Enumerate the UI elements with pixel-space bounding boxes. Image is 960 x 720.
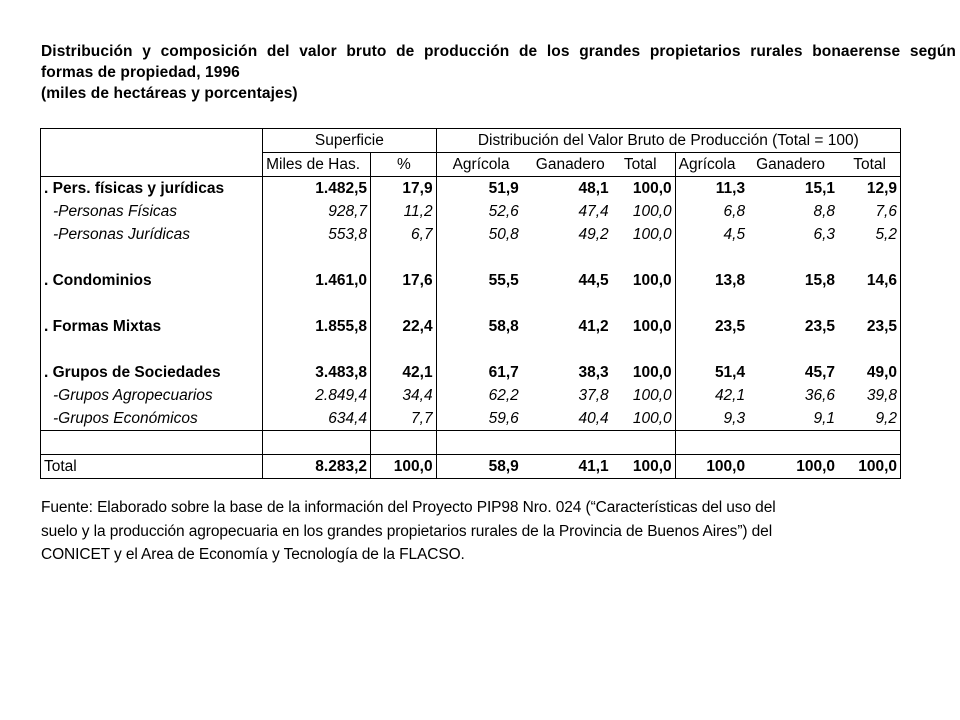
source-line-3: CONICET y el Area de Economía y Tecnología de la FLACSO. [41,546,465,563]
cell-total-pct: 100,0 [612,407,675,431]
row-label: . Formas Mixtas [41,315,263,338]
cell-agricola-share: 6,8 [723,202,746,220]
cell-total-pct: 100,0 [612,361,675,384]
cell-agricola-pct: 55,5 [488,271,519,289]
cell-agricola-share: 100,0 [675,455,748,479]
cell-agricola-pct: 50,8 [488,225,519,243]
table-row [41,407,901,431]
cell-ganadero-share: 9,1 [748,407,838,431]
cell-total-share: 100,0 [838,455,900,479]
cell-ganadero-share: 15,8 [804,271,836,289]
row-label: . Grupos de Sociedades [41,361,263,384]
cell-pct: 17,6 [371,269,437,292]
cell-miles-has: 8.283,2 [263,455,371,479]
header-pct: % [371,153,437,177]
cell-ganadero-share: 6,3 [813,225,836,243]
cell-pct: 17,9 [371,177,437,201]
cell-total-share: 12,9 [838,177,900,201]
cell-total-share: 9,2 [838,407,900,431]
header-agricola-2: Agrícola [675,153,748,177]
cell-agricola-share: 4,5 [723,225,746,243]
cell-miles-has: 3.483,8 [263,361,371,384]
row-label: . Pers. físicas y jurídicas [41,177,263,201]
cell-ganadero-pct: 41,2 [578,317,609,335]
table-row [41,269,901,292]
cell-miles-has: 634,4 [263,407,371,431]
cell-total-pct: 100,0 [612,384,675,407]
spacer-row [41,292,901,315]
title-subtitle-units: (miles de hectáreas y porcentajes) [41,85,298,102]
cell-pct: 34,4 [371,384,437,407]
cell-total-pct: 100,0 [612,223,675,246]
cell-total-share: 23,5 [838,315,900,338]
table-row [41,361,901,384]
cell-total-share: 49,0 [838,361,900,384]
cell-agricola-share: 9,3 [675,407,748,431]
cell-ganadero-pct: 38,3 [578,363,609,381]
header-total-2: Total [838,153,900,177]
cell-pct: 100,0 [371,455,437,479]
row-label: -Personas Jurídicas [41,223,263,246]
cell-ganadero-pct: 40,4 [522,407,612,431]
header-superficie: Superficie [263,129,436,153]
header-row-1 [41,129,901,153]
spacer-row [41,246,901,269]
cell-total-share: 39,8 [838,384,900,407]
cell-miles-has: 1.461,0 [263,269,371,292]
row-label: -Grupos Económicos [41,407,263,431]
cell-pct: 42,1 [371,361,437,384]
cell-agricola-share: 13,8 [714,271,746,289]
source-line-2: suelo y la producción agropecuaria en los grandes propietarios rurales de la Provincia de Buenos Aires”) del [41,522,773,540]
cell-agricola-pct: 52,6 [488,202,519,220]
spacer-row [41,431,901,455]
cell-ganadero-share: 100,0 [748,455,838,479]
cell-ganadero-pct: 49,2 [578,225,609,243]
header-blank-cell [41,129,263,153]
header-agricola-1: Agrícola [436,153,522,177]
cell-agricola-pct: 61,7 [488,363,519,381]
row-label: Total [41,455,263,479]
cell-agricola-share: 42,1 [714,386,746,404]
source-note [41,496,841,567]
data-table [40,128,901,479]
title-line-1: Distribución y composición del valor bruto de producción de los grandes propietarios rurales bonaerense según [41,43,956,60]
cell-agricola-share: 11,3 [715,179,746,197]
source-line-1: Fuente: Elaborado sobre la base de la información del Proyecto PIP98 Nro. 024 (“Características del uso del [41,499,776,516]
total-row [41,455,901,479]
header-total-1: Total [612,153,675,177]
cell-agricola-pct: 58,9 [436,455,522,479]
cell-miles-has: 1.855,8 [263,315,371,338]
cell-total-share: 7,6 [838,200,900,223]
cell-total-share: 5,2 [838,223,900,246]
cell-ganadero-share: 36,6 [804,386,836,404]
table-row [41,177,901,201]
cell-agricola-share: 23,5 [714,317,746,335]
row-label: -Personas Físicas [41,200,263,223]
table-row [41,200,901,223]
cell-total-pct: 100,0 [612,177,675,201]
cell-pct: 11,2 [371,200,437,223]
cell-ganadero-pct: 48,1 [578,179,609,197]
cell-ganadero-share: 45,7 [804,363,836,381]
cell-miles-has: 2.849,4 [263,384,371,407]
cell-pct: 7,7 [371,407,437,431]
cell-ganadero-pct: 44,5 [578,271,609,289]
row-label: . Condominios [41,269,263,292]
header-blank-cell [41,153,263,177]
header-ganadero-1: Ganadero [522,153,612,177]
header-ganadero-2: Ganadero [748,153,838,177]
table-row [41,384,901,407]
table-row [41,223,901,246]
cell-ganadero-pct: 47,4 [578,202,609,220]
cell-agricola-pct: 58,8 [488,317,519,335]
cell-agricola-share: 51,4 [714,363,746,381]
cell-ganadero-share: 23,5 [804,317,836,335]
spacer-row [41,338,901,361]
cell-total-pct: 100,0 [612,200,675,223]
cell-agricola-pct: 59,6 [436,407,522,431]
cell-ganadero-share: 8,8 [813,202,836,220]
cell-pct: 6,7 [371,223,437,246]
cell-ganadero-share: 15,1 [804,179,836,197]
cell-miles-has: 928,7 [263,200,371,223]
cell-ganadero-pct: 37,8 [578,386,609,404]
header-row-2 [41,153,901,177]
cell-pct: 22,4 [371,315,437,338]
cell-total-pct: 100,0 [612,315,675,338]
cell-miles-has: 553,8 [263,223,371,246]
document-title [41,41,956,104]
cell-total-pct: 100,0 [612,455,675,479]
cell-total-share: 14,6 [838,269,900,292]
title-line-2: formas de propiedad, 1996 [41,64,240,81]
row-label: -Grupos Agropecuarios [41,384,263,407]
header-miles-has: Miles de Has. [263,153,371,177]
cell-agricola-pct: 51,9 [488,179,519,197]
table-row [41,315,901,338]
cell-ganadero-pct: 41,1 [522,455,612,479]
cell-miles-has: 1.482,5 [263,177,371,201]
header-distribucion: Distribución del Valor Bruto de Producción (Total = 100) [436,129,900,153]
cell-agricola-pct: 62,2 [488,386,519,404]
cell-total-pct: 100,0 [612,269,675,292]
